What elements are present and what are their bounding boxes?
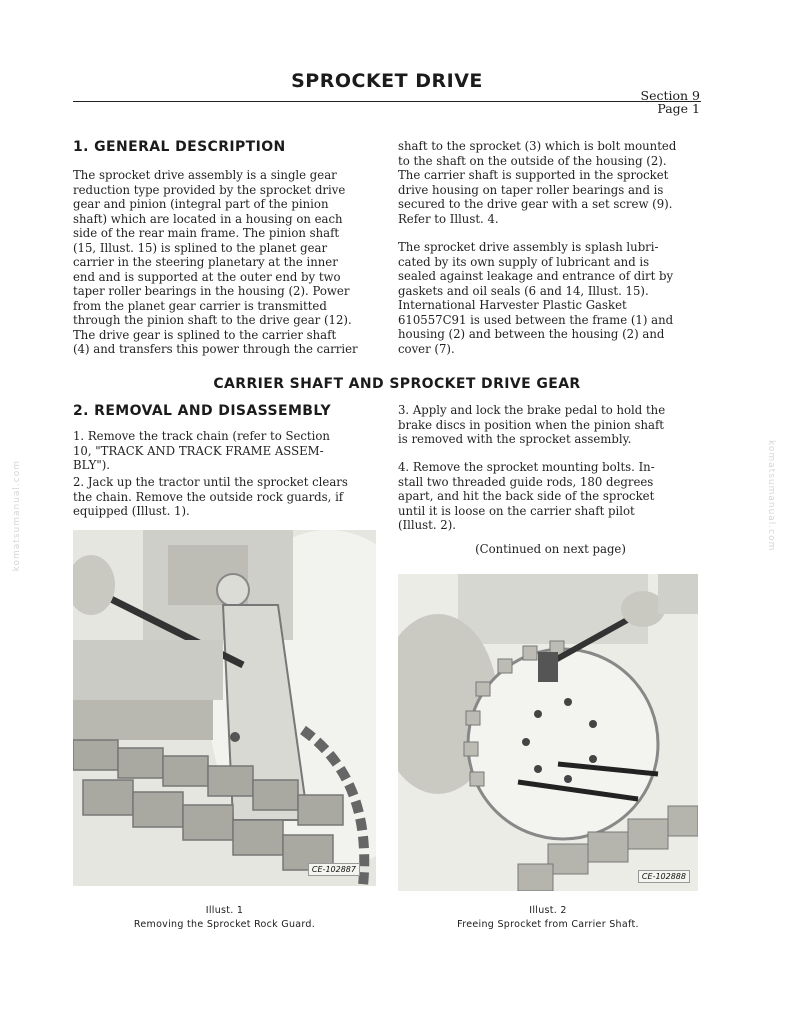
sprocket-image — [398, 574, 698, 891]
illustration-1-text: Removing the Sprocket Rock Guard. — [133, 919, 316, 930]
section-info — [641, 89, 701, 115]
removal-heading: 2. REMOVAL AND DISASSEMBLY — [73, 403, 332, 419]
general-description-left: The sprocket drive assembly is a single gear reduction type provided by the sprocket drive gear and pinion (integral part of the pinion shaft) which are located in a housing on each side of the rear main frame. The pinion shaft (15, Illust. 15) is splined to the planet gear carrier in the steering planetary at the inner end and is supported at the outer end by two taper roller bearings in the housing (2). Power from the planet gear carrier is transmitted through the pinion shaft to the drive gear (12). The drive gear is splined to the carrier shaft (4) and transfers this power through the carrier — [73, 168, 358, 356]
removal-step-2: 2. Jack up the tractor until the sprocket clears the chain. Remove the outside rock guards, if equipped (Illust. 1). — [73, 475, 348, 518]
illustration-1-code: CE-102887 — [308, 863, 360, 876]
general-description-heading: 1. GENERAL DESCRIPTION — [73, 139, 286, 155]
illustration-2-code: CE-102888 — [638, 870, 690, 883]
watermark-right: komatsumanual.com — [766, 440, 776, 552]
page-title: SPROCKET DRIVE — [291, 70, 483, 92]
section-number: Section 9 — [640, 88, 700, 103]
general-description-right-1: shaft to the sprocket (3) which is bolt mounted to the shaft on the outside of the housing (2). The carrier shaft is supported in the sprocket drive housing on taper roller bearings and is secured to the drive gear with a set screw (9). Refer to Illust. 4. — [398, 139, 677, 226]
watermark-left: komatsumanual.com — [12, 460, 22, 572]
illustration-1-caption — [73, 904, 376, 932]
illustration-1-label: Illust. 1 — [205, 905, 244, 916]
illustration-2-photo — [398, 574, 698, 891]
general-description-right-2: The sprocket drive assembly is splash lubri- cated by its own supply of lubricant and is sealed against leakage and entrance of dirt by gaskets and oil seals (6 and 14, Illust. 15). International Harvester Plastic Gasket 610557C91 is used between the frame (1) and housing (2) and between the housing (2) and cover (7). — [398, 240, 674, 356]
illustration-2-label: Illust. 2 — [529, 905, 567, 916]
removal-step-4: 4. Remove the sprocket mounting bolts. In- stall two threaded guide rods, 180 degrees apart, and hit the back side of the sprocket until it is loose on the carrier shaft pilot (Illust. 2). — [398, 460, 655, 532]
illustration-2-text: Freeing Sprocket from Carrier Shaft. — [457, 919, 639, 930]
illustration-1-photo — [73, 530, 376, 886]
carrier-shaft-heading: CARRIER SHAFT AND SPROCKET DRIVE GEAR — [213, 376, 581, 392]
track-frame-image — [73, 530, 376, 886]
header-rule — [73, 101, 701, 102]
removal-step-1: 1. Remove the track chain (refer to Section 10, "TRACK AND TRACK FRAME ASSEM- BLY"). — [73, 429, 330, 472]
page-number: Page 1 — [657, 101, 700, 116]
removal-step-3: 3. Apply and lock the brake pedal to hold the brake discs in position when the pinion shaft is removed with the sprocket assembly. — [398, 403, 666, 446]
illustration-2-caption — [398, 904, 698, 932]
continued-note: (Continued on next page) — [475, 542, 626, 556]
